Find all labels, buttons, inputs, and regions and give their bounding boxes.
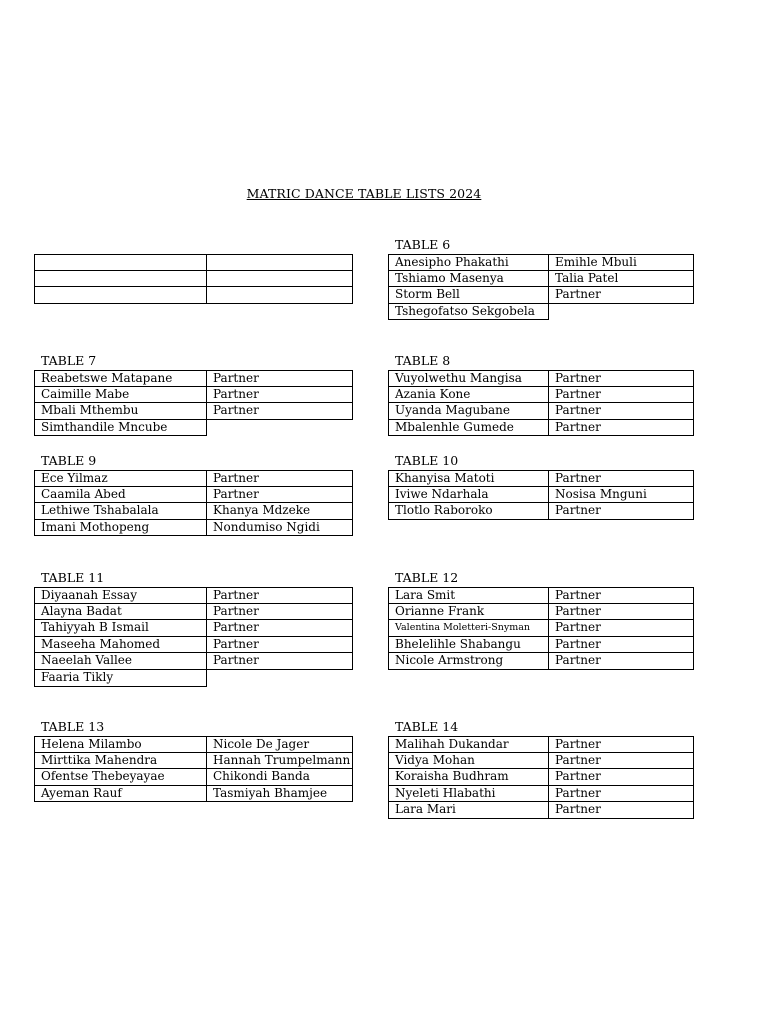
table-row [388, 387, 694, 404]
partner-name-cell: Partner [549, 470, 694, 487]
guest-name-cell: Bhelelihle Shabangu [388, 637, 549, 654]
partner-name-cell: Partner [549, 620, 694, 637]
partner-name-cell: Partner [549, 769, 694, 786]
guest-name-cell: Diyaanah Essay [34, 587, 207, 604]
guest-name-cell: Mbalenhle Gumede [388, 420, 549, 437]
guest-name-cell: Nyeleti Hlabathi [388, 786, 549, 803]
table-8 [388, 353, 694, 436]
partner-name-cell: Khanya Mdzeke [207, 503, 353, 520]
guest-name-cell: Maseeha Mahomed [34, 637, 207, 654]
table-label: TABLE 9 [41, 453, 97, 468]
blank-table [34, 254, 353, 304]
guest-name-cell: Azania Kone [388, 387, 549, 404]
partner-name-cell [207, 254, 353, 271]
guest-name-cell: Reabetswe Matapane [34, 370, 207, 387]
table-7 [34, 353, 353, 436]
table-row [388, 287, 694, 304]
partner-name-cell: Hannah Trumpelmann [207, 753, 353, 770]
guest-name-cell: Ece Yilmaz [34, 470, 207, 487]
guest-name-cell: Tshegofatso Sekgobela [388, 304, 549, 321]
guest-name-cell [34, 254, 207, 271]
partner-name-cell: Partner [549, 604, 694, 621]
guest-name-cell: Tahiyyah B Ismail [34, 620, 207, 637]
partner-name-cell: Partner [549, 503, 694, 520]
table-row [388, 620, 694, 637]
partner-name-cell: Partner [207, 387, 353, 404]
guest-name-cell: Lara Mari [388, 802, 549, 819]
partner-name-cell: Partner [207, 487, 353, 504]
document-title: MATRIC DANCE TABLE LISTS 2024 [246, 186, 482, 201]
guest-name-cell: Uyanda Magubane [388, 403, 549, 420]
table-row [34, 271, 353, 288]
table-label: TABLE 8 [395, 353, 451, 368]
table-row [388, 487, 694, 504]
table-label: TABLE 14 [395, 719, 459, 734]
table-row [34, 387, 353, 404]
partner-name-cell: Talia Patel [549, 271, 694, 288]
partner-name-cell: Emihle Mbuli [549, 254, 694, 271]
guest-name-cell: Orianne Frank [388, 604, 549, 621]
guest-name-cell [34, 271, 207, 288]
table-row [388, 753, 694, 770]
partner-name-cell: Partner [549, 736, 694, 753]
table-row [388, 786, 694, 803]
partner-name-cell: Partner [207, 370, 353, 387]
table-label: TABLE 12 [395, 570, 459, 585]
table-row [34, 637, 353, 654]
table-12 [388, 570, 694, 670]
guest-name-cell: Koraisha Budhram [388, 769, 549, 786]
partner-name-cell: Partner [207, 604, 353, 621]
table-row [34, 503, 353, 520]
guest-name-cell: Nicole Armstrong [388, 653, 549, 670]
partner-name-cell: Partner [549, 287, 694, 304]
table-row [388, 304, 694, 321]
guest-name-cell: Malihah Dukandar [388, 736, 549, 753]
partner-name-cell: Partner [549, 420, 694, 437]
table-14 [388, 719, 694, 819]
table-row [34, 587, 353, 604]
guest-name-cell: Faaria Tikly [34, 670, 207, 687]
table-row [34, 487, 353, 504]
table-row [34, 403, 353, 420]
guest-name-cell: Iviwe Ndarhala [388, 487, 549, 504]
partner-name-cell: Chikondi Banda [207, 769, 353, 786]
partner-name-cell [207, 420, 353, 437]
partner-name-cell: Nosisa Mnguni [549, 487, 694, 504]
guest-name-cell: Helena Milambo [34, 736, 207, 753]
guest-name-cell [34, 287, 207, 304]
guest-name-cell: Mirttika Mahendra [34, 753, 207, 770]
partner-name-cell: Partner [549, 753, 694, 770]
partner-name-cell: Partner [549, 387, 694, 404]
guest-name-cell: Lara Smit [388, 587, 549, 604]
guest-name-cell: Caimille Mabe [34, 387, 207, 404]
table-row [388, 736, 694, 753]
partner-name-cell: Partner [207, 620, 353, 637]
table-row [388, 587, 694, 604]
guest-name-cell: Caamila Abed [34, 487, 207, 504]
table-row [388, 653, 694, 670]
table-row [388, 420, 694, 437]
table-row [34, 254, 353, 271]
table-row [34, 769, 353, 786]
table-row [34, 604, 353, 621]
guest-name-cell: Khanyisa Matoti [388, 470, 549, 487]
guest-name-cell: Ayeman Rauf [34, 786, 207, 803]
table-10 [388, 453, 694, 520]
partner-name-cell: Partner [549, 802, 694, 819]
table-row [388, 503, 694, 520]
partner-name-cell: Partner [549, 370, 694, 387]
partner-name-cell: Partner [207, 587, 353, 604]
partner-name-cell: Partner [207, 637, 353, 654]
partner-name-cell [207, 670, 353, 687]
table-13 [34, 719, 353, 802]
guest-name-cell: Naeelah Vallee [34, 653, 207, 670]
guest-name-cell: Tshiamo Masenya [388, 271, 549, 288]
table-row [34, 420, 353, 437]
table-row [388, 802, 694, 819]
guest-name-cell: Vuyolwethu Mangisa [388, 370, 549, 387]
table-row [34, 287, 353, 304]
partner-name-cell: Partner [549, 637, 694, 654]
table-row [388, 271, 694, 288]
guest-name-cell: Tlotlo Raboroko [388, 503, 549, 520]
guest-name-cell: Mbali Mthembu [34, 403, 207, 420]
table-row [34, 470, 353, 487]
partner-name-cell: Partner [207, 403, 353, 420]
table-6 [388, 237, 694, 320]
table-label: TABLE 7 [41, 353, 97, 368]
partner-name-cell: Partner [549, 653, 694, 670]
guest-name-cell: Ofentse Thebeyayae [34, 769, 207, 786]
table-label: TABLE 6 [395, 237, 451, 252]
table-row [34, 620, 353, 637]
partner-name-cell [207, 287, 353, 304]
guest-name-cell: Simthandile Mncube [34, 420, 207, 437]
guest-name-cell: Alayna Badat [34, 604, 207, 621]
partner-name-cell [549, 304, 694, 321]
table-row [388, 769, 694, 786]
table-label: TABLE 11 [41, 570, 105, 585]
partner-name-cell: Nicole De Jager [207, 736, 353, 753]
partner-name-cell: Partner [207, 470, 353, 487]
table-row [388, 370, 694, 387]
table-9 [34, 453, 353, 536]
partner-name-cell: Partner [549, 403, 694, 420]
table-row [388, 254, 694, 271]
table-11 [34, 570, 353, 687]
partner-name-cell: Tasmiyah Bhamjee [207, 786, 353, 803]
table-row [34, 753, 353, 770]
partner-name-cell: Nondumiso Ngidi [207, 520, 353, 537]
partner-name-cell: Partner [207, 653, 353, 670]
guest-name-cell: Vidya Mohan [388, 753, 549, 770]
partner-name-cell: Partner [549, 786, 694, 803]
table-row [34, 370, 353, 387]
table-row [34, 670, 353, 687]
table-row [34, 786, 353, 803]
partner-name-cell [207, 271, 353, 288]
table-row [34, 653, 353, 670]
guest-name-cell: Imani Mothopeng [34, 520, 207, 537]
guest-name-cell: Lethiwe Tshabalala [34, 503, 207, 520]
guest-name-cell: Storm Bell [388, 287, 549, 304]
table-row [388, 637, 694, 654]
guest-name-cell: Anesipho Phakathi [388, 254, 549, 271]
table-label: TABLE 13 [41, 719, 105, 734]
table-row [34, 736, 353, 753]
table-row [388, 604, 694, 621]
partner-name-cell: Partner [549, 587, 694, 604]
table-row [388, 403, 694, 420]
table-label: TABLE 10 [395, 453, 459, 468]
guest-name-cell: Valentina Moletteri-Snyman [388, 620, 549, 637]
table-row [388, 470, 694, 487]
table-row [34, 520, 353, 537]
